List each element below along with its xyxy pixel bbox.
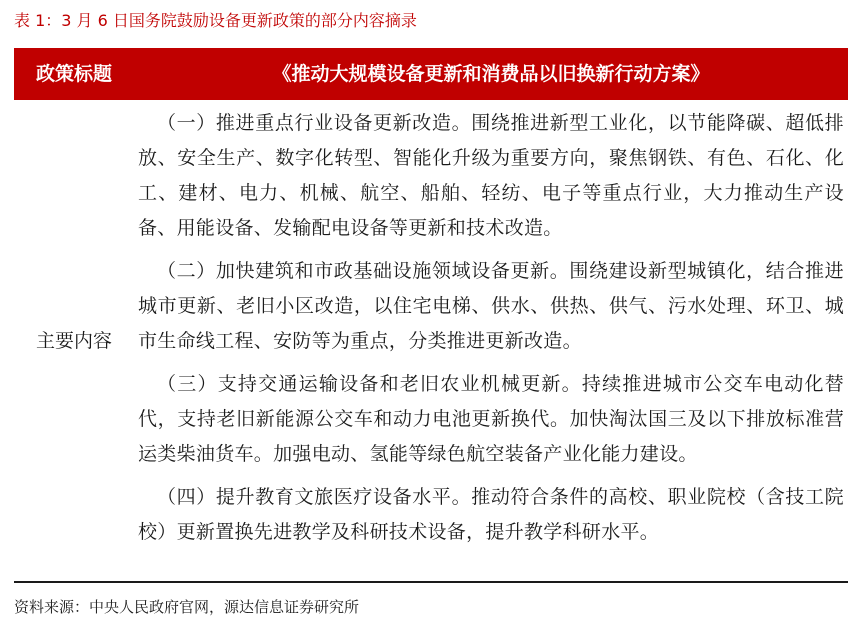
content-paragraph-1: （一）推进重点行业设备更新改造。围绕推进新型工业化，以节能降碳、超低排放、安全生产、数字化转型、智能化升级为重要方向，聚焦钢铁、有色、石化、化工、建材、电力、机械、航空、船舶、轻纺、电子等重点行业，大力推动生产设备、用能设备、发输配电设备等更新和技术改造。 bbox=[138, 112, 844, 239]
row-label-main-content: 主要内容 bbox=[35, 329, 112, 352]
table-bottom-rule bbox=[14, 581, 848, 583]
table-caption: 表 1：3 月 6 日国务院鼓励设备更新政策的部分内容摘录 bbox=[14, 11, 417, 30]
header-policy-title-value: 《推动大规模设备更新和消费品以旧换新行动方案》 bbox=[272, 63, 710, 85]
content-paragraph-2: （二）加快建筑和市政基础设施领域设备更新。围绕建设新型城镇化，结合推进城市更新、老旧小区改造，以住宅电梯、供水、供热、供气、污水处理、环卫、城市生命线工程、安防等为重点，分类推进更新改造。 bbox=[138, 260, 844, 352]
content-paragraph-4: （四）提升教育文旅医疗设备水平。推动符合条件的高校、职业院校（含技工院校）更新置换先进教学及科研技术设备，提升教学科研水平。 bbox=[138, 486, 844, 543]
header-policy-title-label: 政策标题 bbox=[35, 63, 112, 85]
source-note: 资料来源：中央人民政府官网，源达信息证券研究所 bbox=[14, 598, 360, 616]
main-content-cell bbox=[138, 106, 844, 558]
table-header bbox=[14, 48, 848, 100]
content-paragraph-3: （三）支持交通运输设备和老旧农业机械更新。持续推进城市公交车电动化替代，支持老旧新能源公交车和动力电池更新换代。加快淘汰国三及以下排放标准营运类柴油货车。加强电动、氢能等绿色航空装备产业化能力建设。 bbox=[138, 373, 844, 465]
